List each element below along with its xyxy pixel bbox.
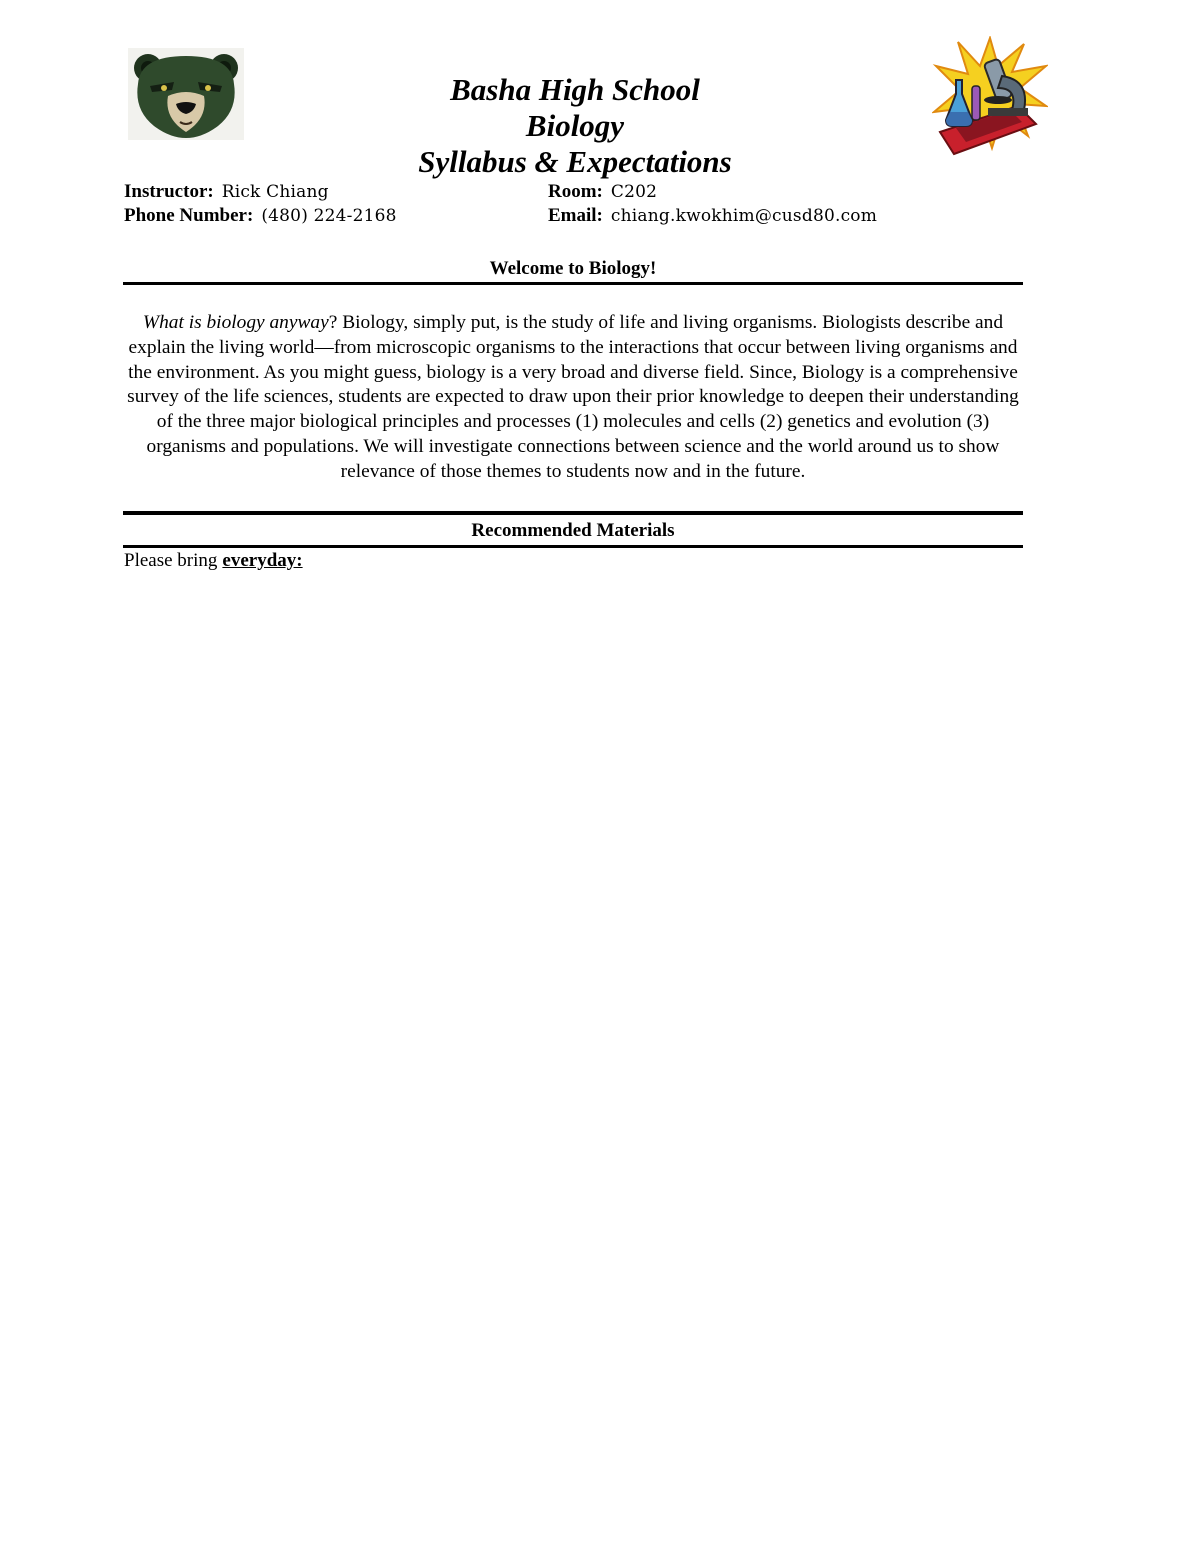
- email-value: chiang.kwokhim@cusd80.com: [610, 206, 878, 226]
- materials-heading: Recommended Materials: [471, 520, 675, 541]
- school-name: Basha High School: [450, 72, 700, 107]
- room-value: C202: [610, 182, 658, 202]
- email-row: [548, 204, 877, 228]
- microscope-lab-icon: [932, 36, 1048, 156]
- phone-row: [124, 204, 397, 228]
- email-label: Email:: [548, 205, 603, 226]
- intro-paragraph: [126, 311, 1020, 485]
- instructor-label: Instructor:: [124, 181, 214, 202]
- bring-text: Please bring: [124, 550, 218, 571]
- instructor-row: [124, 180, 329, 204]
- phone-label: Phone Number:: [124, 205, 254, 226]
- divider: [123, 282, 1023, 285]
- syllabus-title: Syllabus & Expectations: [418, 144, 732, 179]
- divider: [123, 545, 1023, 548]
- phone-value: (480) 224-2168: [261, 206, 397, 226]
- divider: [123, 511, 1023, 515]
- welcome-heading: Welcome to Biology!: [489, 258, 657, 279]
- instructor-value: Rick Chiang: [221, 182, 329, 202]
- intro-body: ? Biology, simply put, is the study of life and living organisms. Biologists describe and explain the living world—from microscopic organisms to the interactions that occur between living organisms and the environment. As you might guess, biology is a very broad and diverse field. Since, Biology is a comprehensive survey of the life sciences, students are expected to draw upon their prior knowledge to deepen their understanding of the three major biological principles and processes (1) molecules and cells (2) genetics and evolution (3) organisms and populations. We will investigate connections between science and the world around us to show relevance of those themes to students now and in the future.: [127, 312, 1019, 482]
- bring-line: [124, 549, 303, 573]
- intro-lead-question: What is biology anyway: [142, 312, 329, 333]
- bring-emphasis: everyday:: [222, 550, 303, 571]
- subject-name: Biology: [525, 108, 625, 143]
- bear-mascot-icon: [128, 48, 244, 140]
- room-row: [548, 180, 657, 204]
- document-title: [300, 72, 850, 180]
- room-label: Room:: [548, 181, 603, 202]
